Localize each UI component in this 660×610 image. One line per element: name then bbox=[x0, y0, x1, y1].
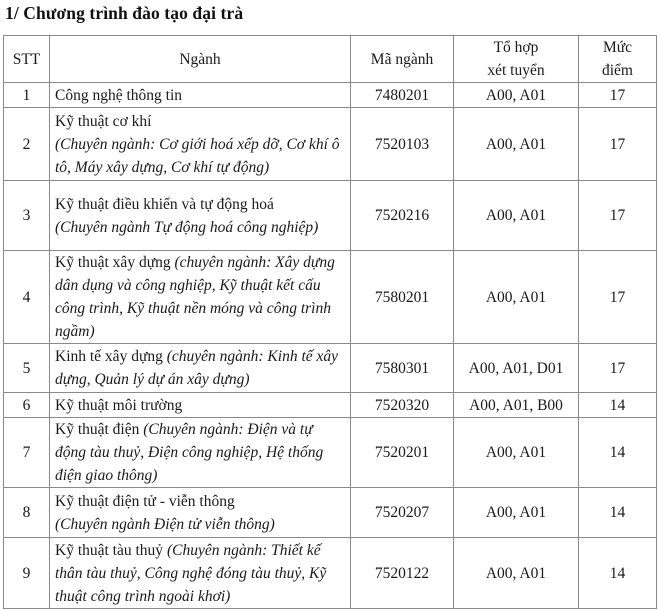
cell-major bbox=[50, 83, 351, 108]
major-name: Kỹ thuật tàu thuỷ bbox=[55, 541, 164, 559]
major-name: Kỹ thuật điều khiển và tự động hoá bbox=[55, 195, 274, 213]
major-name: Kinh tế xây dựng bbox=[55, 348, 163, 365]
cell-combo: A00, A01, B00 bbox=[454, 393, 579, 418]
cell-code: 7520207 bbox=[351, 488, 454, 538]
cell-major bbox=[50, 344, 351, 393]
program-table bbox=[3, 35, 657, 609]
cell-major bbox=[50, 538, 351, 609]
major-note: (Chuyên ngành: Cơ giới hoá xếp dỡ, Cơ khí ô tô, Máy xây dựng, Cơ khí tự động) bbox=[55, 135, 340, 176]
table-row bbox=[4, 251, 657, 344]
cell-stt: 3 bbox=[4, 181, 50, 251]
major-name: Kỹ thuật xây dựng bbox=[55, 254, 171, 271]
header-score-line1: Mức bbox=[602, 39, 633, 56]
table-header-row bbox=[4, 36, 657, 83]
major-name: Công nghệ thông tin bbox=[55, 86, 183, 104]
major-name: Kỹ thuật môi trường bbox=[55, 396, 183, 414]
cell-code: 7520122 bbox=[351, 538, 454, 609]
cell-combo: A00, A01 bbox=[454, 418, 579, 488]
major-note: (chuyên ngành: Kinh tế xây dựng, Quản lý dự án xây dựng) bbox=[55, 348, 339, 388]
table-row bbox=[4, 418, 657, 488]
cell-score: 14 bbox=[579, 418, 657, 488]
cell-major bbox=[50, 108, 351, 181]
table-row bbox=[4, 344, 657, 393]
cell-stt: 8 bbox=[4, 488, 50, 538]
major-note: (Chuyên ngành: Thiết kế thân tàu thuỷ, Công nghệ đóng tàu thuỷ, Kỹ thuật công trình ngoài khơi) bbox=[55, 541, 327, 605]
cell-stt: 2 bbox=[4, 108, 50, 181]
table-row bbox=[4, 393, 657, 418]
cell-score: 14 bbox=[579, 538, 657, 609]
cell-major bbox=[50, 393, 351, 418]
header-combo-line2: xét tuyển bbox=[487, 62, 545, 79]
cell-combo: A00, A01 bbox=[454, 488, 579, 538]
header-code: Mã ngành bbox=[351, 36, 454, 83]
cell-combo: A00, A01 bbox=[454, 108, 579, 181]
table-row bbox=[4, 83, 657, 108]
cell-stt: 7 bbox=[4, 418, 50, 488]
major-note: (chuyên ngành: Xây dựng dân dụng và công nghiệp, Kỹ thuật kết cấu công trình, Kỹ thuật nền móng và công trình ngầm) bbox=[55, 254, 335, 340]
cell-code: 7520201 bbox=[351, 418, 454, 488]
header-score bbox=[579, 36, 657, 83]
cell-combo: A00, A01 bbox=[454, 181, 579, 251]
cell-combo: A00, A01 bbox=[454, 538, 579, 609]
table-row bbox=[4, 538, 657, 609]
cell-combo: A00, A01, D01 bbox=[454, 344, 579, 393]
cell-score: 17 bbox=[579, 181, 657, 251]
header-major: Ngành bbox=[50, 36, 351, 83]
major-note: (Chuyên ngành: Điện và tự động tàu thuỷ, Điện công nghiệp, Hệ thống điện giao thông) bbox=[55, 421, 324, 484]
cell-score: 17 bbox=[579, 83, 657, 108]
cell-code: 7580201 bbox=[351, 251, 454, 344]
major-note: (Chuyên ngành Tự động hoá công nghiệp) bbox=[55, 218, 319, 236]
cell-major bbox=[50, 251, 351, 344]
cell-score: 17 bbox=[579, 108, 657, 181]
header-stt: STT bbox=[4, 36, 50, 83]
cell-code: 7520103 bbox=[351, 108, 454, 181]
header-score-line2: điểm bbox=[602, 62, 633, 79]
major-name: Kỹ thuật điện bbox=[55, 421, 140, 438]
cell-score: 17 bbox=[579, 251, 657, 344]
cell-combo: A00, A01 bbox=[454, 251, 579, 344]
cell-score: 14 bbox=[579, 488, 657, 538]
table-row bbox=[4, 108, 657, 181]
cell-stt: 1 bbox=[4, 83, 50, 108]
cell-score: 14 bbox=[579, 393, 657, 418]
header-combo-line1: Tổ hợp bbox=[493, 39, 539, 56]
cell-stt: 6 bbox=[4, 393, 50, 418]
cell-code: 7580301 bbox=[351, 344, 454, 393]
cell-code: 7520216 bbox=[351, 181, 454, 251]
cell-major bbox=[50, 488, 351, 538]
cell-code: 7480201 bbox=[351, 83, 454, 108]
cell-code: 7520320 bbox=[351, 393, 454, 418]
cell-major bbox=[50, 181, 351, 251]
section-title: 1/ Chương trình đào tạo đại trà bbox=[5, 3, 244, 23]
cell-combo: A00, A01 bbox=[454, 83, 579, 108]
cell-major bbox=[50, 418, 351, 488]
header-combo bbox=[454, 36, 579, 83]
cell-stt: 4 bbox=[4, 251, 50, 344]
cell-stt: 5 bbox=[4, 344, 50, 393]
major-name: Kỹ thuật cơ khí bbox=[55, 112, 152, 130]
cell-stt: 9 bbox=[4, 538, 50, 609]
cell-score: 17 bbox=[579, 344, 657, 393]
major-name: Kỹ thuật điện tử - viễn thông bbox=[55, 492, 235, 510]
major-note: (Chuyên ngành Điện tử viễn thông) bbox=[55, 515, 275, 533]
table-row bbox=[4, 488, 657, 538]
table-row bbox=[4, 181, 657, 251]
